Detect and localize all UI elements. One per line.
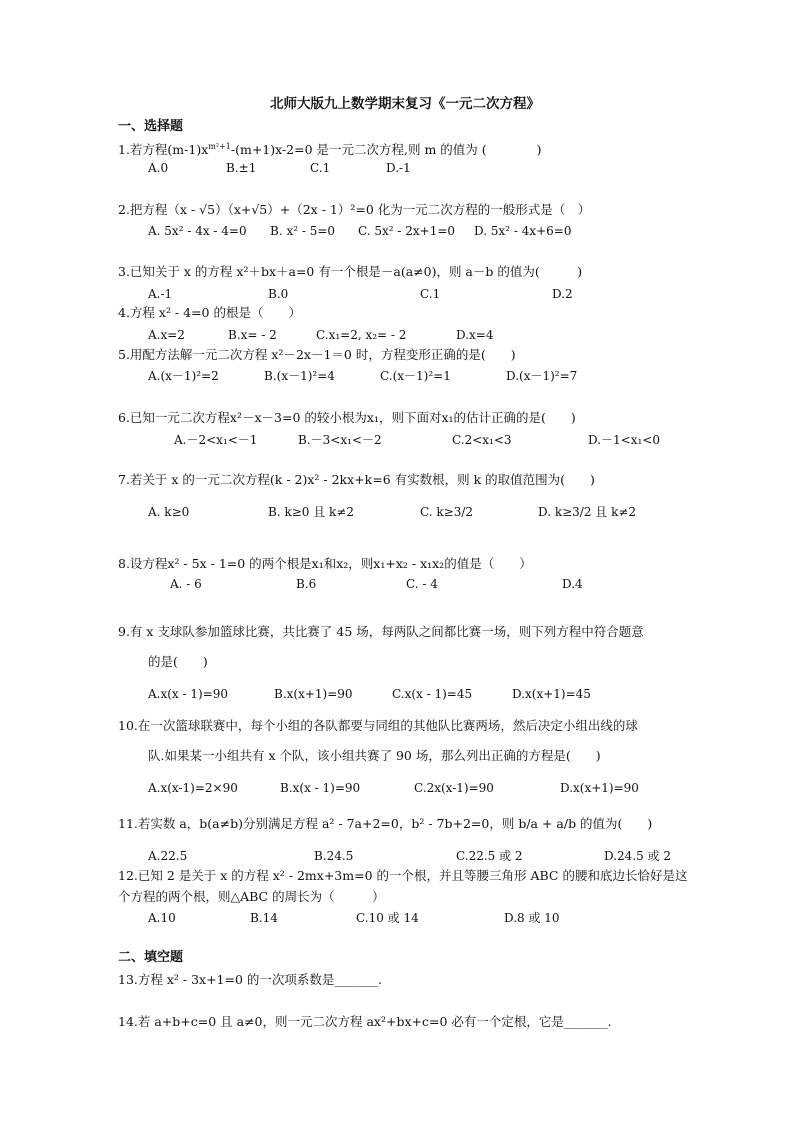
q2-option-a: A. 5x² - 4x - 4=0 — [148, 224, 247, 238]
q4-option-c: C.x₁=2, x₂= - 2 — [316, 328, 407, 342]
q8-option-a: A. - 6 — [170, 577, 202, 591]
section-heading-choice: 一、选择题 — [118, 119, 184, 134]
section-heading-fill: 二、填空题 — [118, 950, 184, 965]
q8-option-b: B.6 — [296, 577, 317, 591]
q7-option-b: B. k≥0 且 k≠2 — [268, 505, 354, 519]
question-2-stem: 2.把方程（x - √5）（x+√5）+（2x - 1）²=0 化为一元二次方程的一般形式是（ ） — [118, 202, 591, 217]
q11-option-d: D.24.5 或 2 — [604, 849, 671, 863]
q10-option-b: B.x(x - 1)=90 — [280, 781, 361, 795]
q7-option-a: A. k≥0 — [148, 505, 190, 519]
q2-option-b: B. x² - 5=0 — [270, 224, 336, 238]
question-9-stem: 9.有 x 支球队参加篮球比赛，共比赛了 45 场，每两队之间都比赛一场，则下列方程中符合题意 — [118, 624, 644, 639]
q9-option-a: A.x(x - 1)=90 — [148, 687, 229, 701]
question-4-stem: 4.方程 x² - 4=0 的根是（ ） — [118, 305, 301, 320]
q7-option-c: C. k≥3/2 — [420, 505, 474, 519]
question-7-stem: 7.若关于 x 的一元二次方程(k - 2)x² - 2kx+k=6 有实数根，则 k 的取值范围为( ) — [118, 472, 595, 487]
q2-option-c: C. 5x² - 2x+1=0 — [358, 224, 456, 238]
q1-option-b: B.±1 — [226, 161, 257, 175]
q5-option-a: A.(x－1)²=2 — [148, 369, 219, 383]
q5-option-b: B.(x－1)²=4 — [264, 369, 335, 383]
q1-option-a: A.0 — [148, 161, 169, 175]
question-14-stem: 14.若 a+b+c=0 且 a≠0，则一元二次方程 ax²+bx+c=0 必有一个定根，它是_______. — [118, 1014, 612, 1029]
q2-option-d: D. 5x² - 4x+6=0 — [474, 224, 572, 238]
q11-option-a: A.22.5 — [148, 849, 188, 863]
question-11-stem: 11.若实数 a，b(a≠b)分别满足方程 a² - 7a+2=0，b² - 7b+2=0，则 b/a + a/b 的值为( ) — [118, 816, 653, 831]
q6-option-b: B.－3<x₁<－2 — [298, 433, 382, 447]
q8-option-d: D.4 — [562, 577, 583, 591]
q4-option-b: B.x= - 2 — [228, 328, 277, 342]
q1-option-c: C.1 — [310, 161, 331, 175]
q6-option-d: D.－1<x₁<0 — [588, 433, 660, 447]
q8-option-c: C. - 4 — [406, 577, 438, 591]
q10-option-c: C.2x(x-1)=90 — [414, 781, 494, 795]
question-13-stem: 13.方程 x² - 3x+1=0 的一次项系数是_______. — [118, 972, 383, 987]
q11-option-b: B.24.5 — [314, 849, 354, 863]
q6-option-c: C.2<x₁<3 — [452, 433, 512, 447]
q6-option-a: A.－2<x₁<－1 — [174, 433, 258, 447]
q9-option-b: B.x(x+1)=90 — [274, 687, 353, 701]
question-5-stem: 5.用配方法解一元二次方程 x²－2x－1＝0 时，方程变形正确的是( ) — [118, 347, 516, 362]
q5-option-d: D.(x－1)²=7 — [506, 369, 578, 383]
q1-option-d: D.-1 — [386, 161, 411, 175]
q3-option-a: A.-1 — [148, 287, 173, 301]
q3-option-b: B.0 — [268, 287, 289, 301]
q5-option-c: C.(x－1)²=1 — [380, 369, 451, 383]
q11-option-c: C.22.5 或 2 — [456, 849, 523, 863]
question-3-stem: 3.已知关于 x 的方程 x²＋bx＋a=0 有一个根是－a(a≠0)，则 a－b 的值为( ) — [118, 264, 583, 279]
question-10-stem: 10.在一次篮球联赛中，每个小组的各队都要与同组的其他队比赛两场，然后决定小组出线的球 — [118, 718, 638, 733]
q12-option-a: A.10 — [148, 911, 176, 925]
page-title: 北师大版九上数学期末复习《一元二次方程》 — [270, 96, 540, 112]
q12-option-c: C.10 或 14 — [356, 911, 419, 925]
question-10-stem-cont: 队.如果某一小组共有 x 个队，该小组共赛了 90 场，那么列出正确的方程是( ) — [148, 748, 601, 763]
question-12-stem: 12.已知 2 是关于 x 的方程 x² - 2mx+3m=0 的一个根，并且等腰三角形 ABC 的腰和底边长恰好是这 — [118, 868, 688, 883]
q12-option-b: B.14 — [250, 911, 278, 925]
question-6-stem: 6.已知一元二次方程x²－x－3=0 的较小根为x₁，则下面对x₁的估计正确的是( ) — [118, 410, 576, 425]
q10-option-a: A.x(x-1)=2×90 — [148, 781, 238, 795]
q3-option-c: C.1 — [420, 287, 441, 301]
q12-option-d: D.8 或 10 — [504, 911, 560, 925]
q9-option-c: C.x(x - 1)=45 — [392, 687, 473, 701]
q10-option-d: D.x(x+1)=90 — [560, 781, 639, 795]
question-8-stem: 8.设方程x² - 5x - 1=0 的两个根是x₁和x₂，则x₁+x₂ - x₁x₂的值是（ ） — [118, 556, 532, 571]
question-9-stem-cont: 的是( ) — [148, 654, 208, 669]
question-1-stem: 1.若方程$(m-1)x^{m^2+1}-(m+1)x-2=0$ 是一元二次方程,则 m 的值为 ( ) — [118, 142, 542, 158]
q4-option-a: A.x=2 — [148, 328, 185, 342]
q4-option-d: D.x=4 — [456, 328, 494, 342]
q3-option-d: D.2 — [552, 287, 573, 301]
q7-option-d: D. k≥3/2 且 k≠2 — [538, 505, 637, 519]
q9-option-d: D.x(x+1)=45 — [512, 687, 591, 701]
question-12-stem-cont: 个方程的两个根，则△ABC 的周长为（ ） — [118, 889, 385, 904]
